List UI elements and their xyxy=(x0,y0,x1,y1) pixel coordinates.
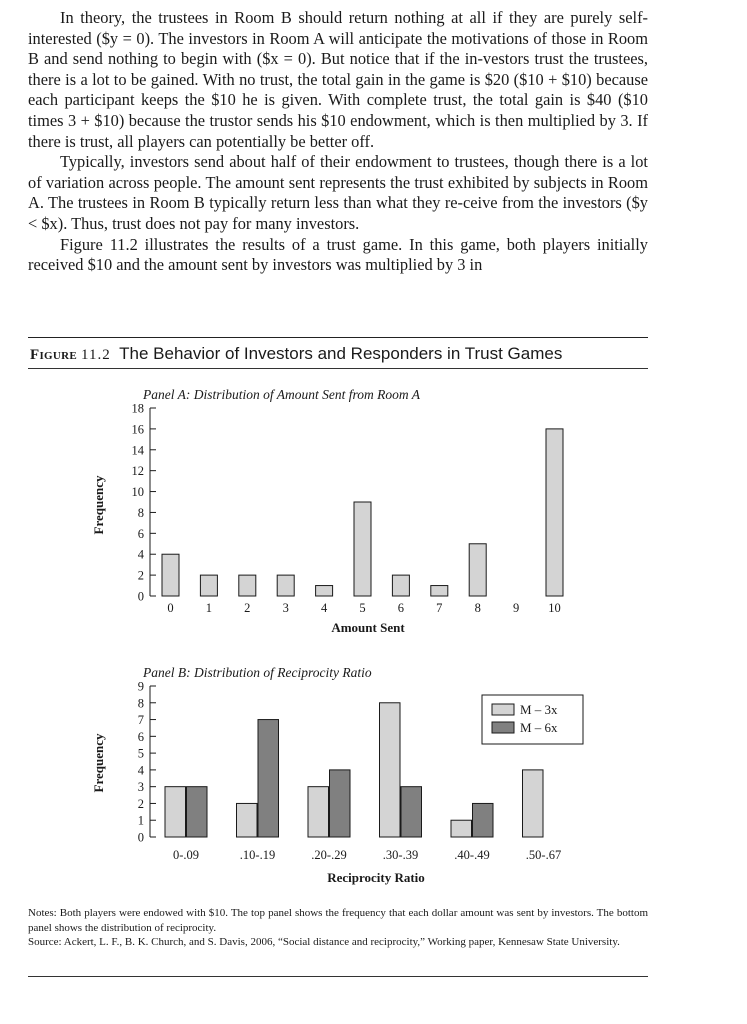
panel-b-chart xyxy=(91,665,583,885)
panel-a-bar xyxy=(316,586,333,596)
panel-a-x-tick-label: 2 xyxy=(244,601,251,615)
panel-b-bar-series-1 xyxy=(308,787,329,837)
panel-a-bar xyxy=(277,575,294,596)
panel-a-bar xyxy=(431,586,448,596)
panel-a-bar xyxy=(239,575,256,596)
panel-b-x-tick-label: .30-.39 xyxy=(382,848,419,862)
panel-a-y-label: Frequency xyxy=(91,475,106,535)
panel-b-x-tick-label: .20-.29 xyxy=(311,848,347,862)
panel-a-x-tick-label: 1 xyxy=(205,601,213,615)
panel-b-x-tick-label: 0-.09 xyxy=(172,848,200,862)
panel-a-x-tick-label: 5 xyxy=(359,601,366,615)
figure-label: Figure xyxy=(30,347,78,363)
legend-label-series-1: M – 3x xyxy=(520,702,558,717)
panel-a-x-tick-label: 6 xyxy=(397,601,405,615)
legend-label-series-2: M – 6x xyxy=(520,720,558,735)
panel-b-bar-series-1 xyxy=(380,703,401,837)
panel-a-y-tick-label: 0 xyxy=(137,589,144,604)
panel-a-bar xyxy=(546,429,563,596)
panel-a-chart xyxy=(91,387,563,635)
panel-a-y-tick-label: 16 xyxy=(131,422,144,437)
panel-b-bar-series-1 xyxy=(237,803,258,837)
panel-b-y-tick-label: 0 xyxy=(137,830,144,845)
panel-a-bar xyxy=(392,575,409,596)
panel-b-title: Panel B: Distribution of Reciprocity Ratio xyxy=(143,665,372,680)
paragraph-3: Figure 11.2 illustrates the results of a trust game. In this game, both players initially received $10 and the amount sent by investors was multiplied by 3 in xyxy=(28,234,648,275)
panel-b-bar-series-2 xyxy=(258,720,279,837)
panel-a-y-tick-label: 2 xyxy=(137,568,144,583)
panel-b-y-tick-label: 1 xyxy=(137,813,144,828)
panel-a-bar xyxy=(162,554,179,596)
panel-b-bar-series-1 xyxy=(523,770,544,837)
panel-b-y-tick-label: 5 xyxy=(137,746,144,761)
panel-a-x-tick-label: 4 xyxy=(320,601,328,615)
panel-b-y-tick-label: 9 xyxy=(137,679,144,694)
paragraph-2: Typically, investors send about half of their endowment to trustees, though there is a lot of variation across people. The amount sent represents the trust exhibited by subjects in Room A. The trustees in Room B typically return less than what they re-ceive from the investors ($y < $x). Thus, trust does not pay for many investors. xyxy=(28,152,648,233)
panel-b-bar-series-2 xyxy=(473,803,494,837)
panel-b-x-tick-label: .10-.19 xyxy=(239,848,276,862)
panel-b-y-tick-label: 8 xyxy=(137,696,144,711)
panel-b-bar-series-1 xyxy=(165,787,186,837)
panel-b-y-tick-label: 4 xyxy=(137,763,144,778)
panel-b-y-tick-label: 3 xyxy=(137,780,144,795)
figure-number: 11.2 xyxy=(81,347,111,363)
panel-a-y-tick-label: 6 xyxy=(137,526,144,541)
panel-a-x-tick-label: 7 xyxy=(436,601,443,615)
source-text: Source: Ackert, L. F., B. K. Church, and S. Davis, 2006, “Social distance and reciprocity,” Working paper, Kennesaw State University. xyxy=(28,936,620,949)
panel-a-x-tick-label: 8 xyxy=(474,601,481,615)
panel-b-bar-series-1 xyxy=(451,820,472,837)
panel-a-bar xyxy=(200,575,217,596)
panel-b-x-tick-label: .40-.49 xyxy=(454,848,490,862)
legend-swatch-series-1 xyxy=(492,704,514,715)
panel-a-x-tick-label: 0 xyxy=(167,601,174,615)
panel-b-y-tick-label: 6 xyxy=(137,729,144,744)
panel-a-y-tick-label: 12 xyxy=(131,464,144,479)
panel-b-y-tick-label: 7 xyxy=(137,713,144,728)
paragraph-1: In theory, the trustees in Room B should return nothing at all if they are purely self-interested ($y = 0). The investors in Room A will anticipate the motivations of those in Room B and send nothing to begin with ($x = 0). But notice that if the in-vestors trust the trustees, there is a lot to be gained. With no trust, the total gain in the game is $20 ($10 + $10) because each participant keeps the $10 he is given. With complete trust, the total gain is $40 ($10 times 3 + $10) because the trustor sends his $10 endowment, which is then multiplied by 3. If there is trust, all players can potentially be better off. xyxy=(28,8,648,151)
panel-a-y-tick-label: 10 xyxy=(131,485,144,500)
panel-a-x-tick-label: 3 xyxy=(282,601,289,615)
panel-a-x-tick-label: 9 xyxy=(512,601,520,615)
figure-bottom-rule xyxy=(28,976,648,977)
figure-title: The Behavior of Investors and Responders in Trust Games xyxy=(119,344,563,363)
panel-b-bar-series-2 xyxy=(401,787,422,837)
panel-a-y-tick-label: 4 xyxy=(137,547,144,562)
panel-a-y-tick-label: 8 xyxy=(137,505,144,520)
panel-a-y-tick-label: 14 xyxy=(131,443,144,458)
notes-text: Notes: Both players were endowed with $10. The top panel shows the frequency that each dollar amount was sent by investors. The bottom panel shows the distribution of reciprocity. xyxy=(28,907,648,934)
legend-swatch-series-2 xyxy=(492,722,514,733)
panel-b-y-tick-label: 2 xyxy=(137,796,144,811)
panel-a-y-tick-label: 18 xyxy=(131,401,144,416)
panel-b-y-label: Frequency xyxy=(91,733,106,793)
panel-b-bar-series-2 xyxy=(187,787,208,837)
panel-a-title: Panel A: Distribution of Amount Sent from Room A xyxy=(143,387,420,402)
panel-a-x-tick-label: 10 xyxy=(548,601,561,615)
panel-b-legend xyxy=(482,695,583,744)
panel-b-x-tick-label: .50-.67 xyxy=(525,848,562,862)
panel-a-bar xyxy=(469,544,486,596)
panel-b-bar-series-2 xyxy=(330,770,351,837)
panel-a-bar xyxy=(354,502,371,596)
figure-notes xyxy=(28,906,648,950)
panel-b-x-label: Reciprocity Ratio xyxy=(327,870,425,885)
panel-a-x-label: Amount Sent xyxy=(331,620,405,635)
